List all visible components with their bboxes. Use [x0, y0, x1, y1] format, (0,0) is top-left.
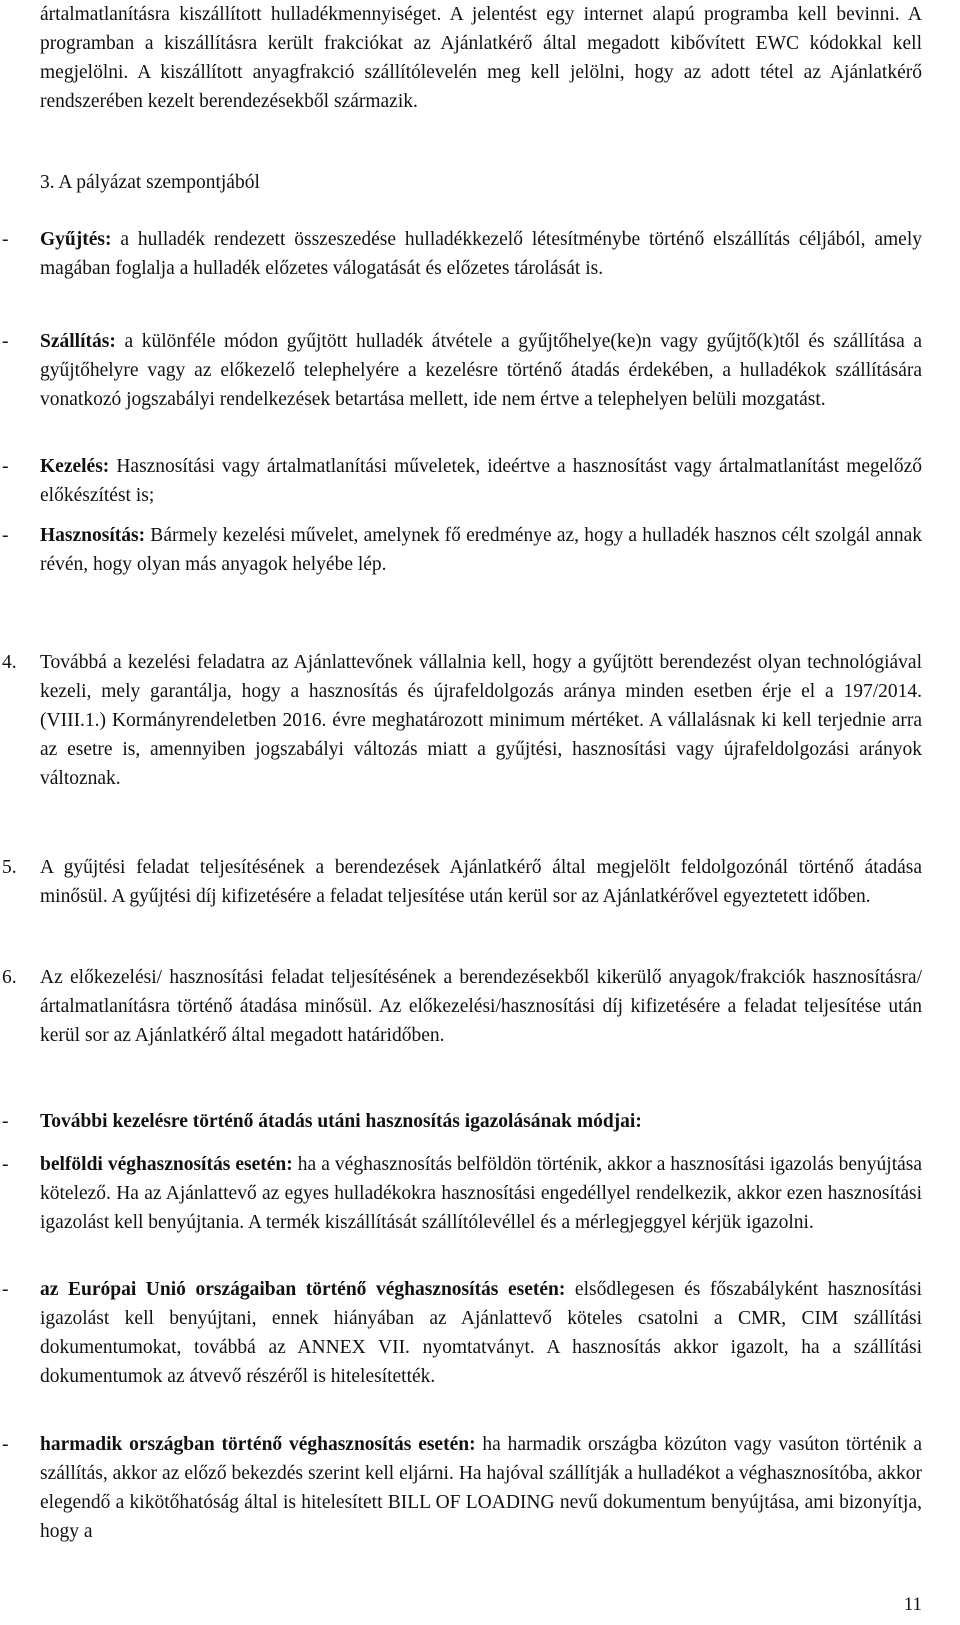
term-gyujtes: Gyűjtés:: [40, 229, 112, 250]
text-gyujtes: a hulladék rendezett összeszedése hulladékkezelő létesítménybe történő elszállítás céljából, amely magában foglalja a hulladék előzetes válogatását és előzetes tárolását is.: [40, 229, 922, 279]
list-dash: -: [2, 525, 9, 546]
intro-paragraph: ártalmatlanításra kiszállított hulladékmennyiséget. A jelentést egy internet alapú programba kell bevinni. A programban a kiszállításra került frakciókat az Ajánlatkérő által megadott kibővített EWC kódokkal kell megjelölni. A kiszállított anyagfrakció szállítólevelén meg kell jelölni, hogy az adott tétel az Ajánlatkérő rendszerében kezelt berendezésekből származik.: [40, 4, 922, 112]
list-dash: -: [2, 229, 9, 250]
term-eu: az Európai Unió országaiban történő véghasznosítás esetén:: [40, 1279, 566, 1300]
list-dash: -: [2, 456, 9, 477]
term-belfoldi: belföldi véghasznosítás esetén:: [40, 1154, 293, 1175]
list-dash: -: [2, 331, 9, 352]
list-dash: -: [2, 1111, 9, 1132]
paragraph-4: Továbbá a kezelési feladatra az Ajánlattevőnek vállalnia kell, hogy a gyűjtött berendezést olyan technológiával kezeli, mely garantálja, hogy a hasznosítás és újrafeldolgozás aránya minden esetben érje el a 197/2014. (VIII.1.) Kormányrendeletben 2016. évre meghatározott minimum mértéket. A vállalásnak ki kell terjednie arra az esetre is, amennyiben jogszabályi változás miatt a gyűjtési, hasznosítási vagy újrafeldolgozási arányok változnak.: [40, 652, 922, 789]
term-hasznositas: Hasznosítás:: [40, 525, 146, 546]
text-belfoldi: ha a véghasznosítás belföldön történik, akkor a hasznosítási igazolás benyújtása kötelező. Ha az Ajánlattevő az egyes hulladékokra hasznosítási engedéllyel rendelkezik, akkor ezen hasznosítási igazolást kell benyújtania. A termék kiszállítását szállítólevéllel és a mérlegjeggyel kérjük igazolni.: [40, 1154, 923, 1233]
term-szallitas: Szállítás:: [40, 331, 116, 352]
verification-heading: További kezelésre történő átadás utáni hasznosítás igazolásának módjai:: [40, 1111, 642, 1132]
item-number-4: 4.: [2, 652, 17, 673]
text-szallitas: a különféle módon gyűjtött hulladék átvétele a gyűjtőhelye(ke)n vagy gyűjtő(k)től és szállítása a gyűjtőhelyre vagy az előkezelő telephelyére a kezelésre történő átadás érdekében, a hulladékok szállítására vonatkozó jogszabályi rendelkezések betartása mellett, ide nem értve a telephelyen belüli mozgatást.: [40, 331, 922, 410]
paragraph-5: A gyűjtési feladat teljesítésének a berendezések Ajánlatkérő által megjelölt feldolgozónál történő átadása minősül. A gyűjtési díj kifizetésére a feladat teljesítése után kerül sor az Ajánlatkérővel egyeztetett időben.: [40, 857, 922, 907]
text-kezeles: Hasznosítási vagy ártalmatlanítási műveletek, ideértve a hasznosítást vagy ártalmatlanítást megelőző előkészítést is;: [40, 456, 922, 506]
list-dash: -: [2, 1279, 9, 1300]
page-number: 11: [903, 1594, 922, 1615]
item-number-6: 6.: [2, 967, 17, 988]
term-harmadik: harmadik országban történő véghasznosítás esetén:: [40, 1434, 476, 1455]
text-hasznositas: Bármely kezelési művelet, amelynek fő eredménye az, hogy a hulladék hasznos célt szolgál annak révén, hogy olyan más anyagok helyébe lép.: [40, 525, 922, 575]
term-kezeles: Kezelés:: [40, 456, 110, 477]
item-number-5: 5.: [2, 857, 17, 878]
text-eu: elsődlegesen és főszabályként hasznosítási igazolást kell benyújtani, ennek hiányában az Ajánlattevő köteles csatolni a CMR, CIM szállítási dokumentumokat, továbbá az ANNEX VII. nyomtatványt. A hasznosítás akkor igazolt, ha a szállítási dokumentumok az átvevő részéről is hitelesítették.: [40, 1279, 923, 1387]
section-3-heading: 3. A pályázat szempontjából: [40, 172, 260, 193]
list-dash: -: [2, 1434, 9, 1455]
text-harmadik: ha harmadik országba közúton vagy vasúton történik a szállítás, akkor az előző bekezdés szerint kell eljárni. Ha hajóval szállítják a hulladékot a véghasznosítóba, akkor elegendő a kikötőhatóság által is hitelesített BILL OF LOADING nevű dokumentum benyújtása, ami bizonyítja, hogy a: [40, 1434, 922, 1542]
list-dash: -: [2, 1154, 9, 1175]
paragraph-6: Az előkezelési/ hasznosítási feladat teljesítésének a berendezésekből kikerülő anyagok/frakciók hasznosításra/ártalmatlanításra történő átadása minősül. Az előkezelési/hasznosítási díj kifizetésére a feladat teljesítése után kerül sor az Ajánlatkérő által megadott határidőben.: [40, 967, 922, 1046]
